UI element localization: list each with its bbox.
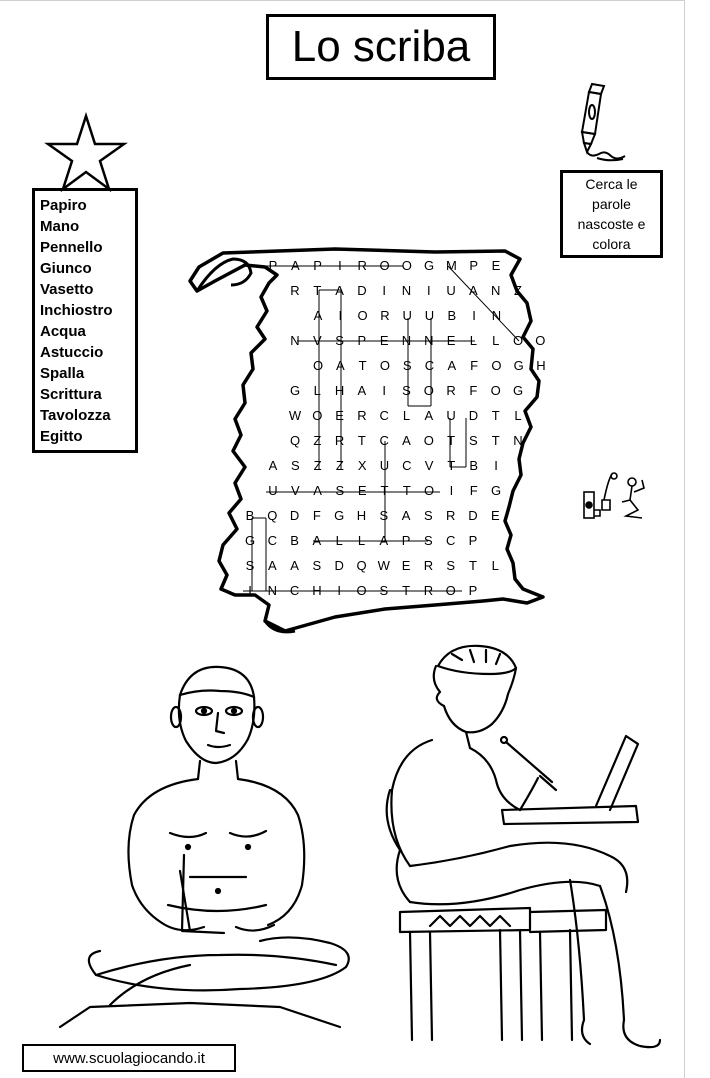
grid-letter: R [357,258,367,273]
grid-letter: G [512,383,524,398]
grid-letter: G [490,483,502,498]
grid-letter: P [268,258,278,273]
grid-letter: C [445,533,456,548]
grid-letter: F [469,483,478,498]
grid-letter: T [402,483,411,498]
grid-letter: C [379,433,389,448]
grid-letter: N [290,333,300,348]
grid-letter: U [446,283,456,298]
grid-letter: A [290,258,300,273]
grid-letter: G [289,383,301,398]
word-item: Vasetto [40,281,94,298]
grid-letter: Z [313,458,322,473]
grid-letter: D [468,408,479,423]
grid-letter: T [313,283,322,298]
grid-letter: W [288,408,302,423]
grid-letter: S [379,583,389,598]
word-item: Scrittura [40,386,102,403]
word-item: Egitto [40,428,83,445]
seated-egyptian-scribe-illustration [40,655,370,1035]
grid-letter: G [424,258,435,273]
grid-letter: S [335,483,345,498]
grid-letter: R [357,408,367,423]
grid-letter: T [357,433,366,448]
grid-letter: A [447,358,457,373]
grid-letter: V [312,333,322,348]
grid-letter: O [379,258,390,273]
grid-letter: T [402,583,411,598]
grid-letter: A [290,558,299,573]
grid-letter: P [469,258,479,273]
grid-letter: R [446,383,456,398]
grid-letter: O [312,358,324,373]
grid-letter: O [490,383,501,398]
grid-letter: O [512,333,524,348]
grid-letter: C [402,458,412,473]
grid-letter: O [535,333,546,348]
website-link[interactable]: www.scuolagiocando.it [53,1049,205,1067]
grid-letter: Q [289,433,301,448]
grid-letter: N [267,583,277,598]
grid-letter: L [514,408,522,423]
grid-letter: X [357,458,367,473]
grid-letter: M [445,258,457,273]
website-credit[interactable] [22,1044,236,1072]
grid-letter: A [424,408,434,423]
grid-letter: I [449,483,454,498]
grid-letter: D [334,558,344,573]
grid-letter: U [402,308,412,323]
grid-letter: R [290,283,300,298]
word-item: Mano [40,218,80,235]
grid-letter: C [424,358,435,373]
grid-letter: F [470,358,479,373]
grid-letter: B [469,458,479,473]
grid-letter: S [290,458,300,473]
grid-letter: P [401,533,411,548]
grid-letter: I [472,308,476,323]
grid-letter: I [338,258,342,273]
grid-letter: S [379,508,389,523]
grid-letter: Q [356,558,367,573]
grid-letter: C [289,583,300,598]
grid-letter: N [401,283,412,298]
grid-letter: O [445,583,456,598]
grid-letter: L [313,383,321,398]
grid-letter: R [334,433,345,448]
grid-letter: A [469,283,478,298]
grid-letter: O [401,258,412,273]
grid-letter: A [268,458,278,473]
grid-letter: I [426,283,431,298]
grid-letter: Z [335,458,344,473]
grid-letter: T [491,433,500,448]
grid-letter: S [446,558,456,573]
grid-letter: S [245,558,255,573]
word-item: Giunco [40,260,92,277]
grid-letter: I [494,458,498,473]
grid-letter: P [357,333,367,348]
grid-letter: A [267,558,277,573]
page-title [266,14,496,80]
grid-letter: O [312,408,323,423]
grid-letter: A [379,533,389,548]
grid-letter: S [424,508,433,523]
grid-letter: S [469,433,478,448]
grid-letter: L [402,408,411,423]
grid-letter: P [468,533,478,548]
word-item: Spalla [40,365,85,382]
grid-letter: A [313,308,323,323]
hint-line: Cerca le [585,176,638,192]
grid-letter: N [424,333,434,348]
grid-letter: N [513,433,523,448]
grid-letter: N [401,333,412,348]
grid-letter: B [447,308,457,323]
page-border-right [684,0,685,1078]
hint-line: parole [592,196,631,212]
grid-letter: T [447,433,456,448]
word-item: Astuccio [40,344,104,361]
grid-letter: T [491,408,500,423]
grid-letter: E [446,333,456,348]
grid-letter: L [491,558,499,573]
grid-letter: T [380,483,389,498]
hieroglyph-icon [582,470,648,522]
grid-letter: O [379,358,390,373]
word-item: Tavolozza [40,407,111,424]
grid-letter: N [490,283,501,298]
grid-letter: A [335,358,345,373]
grid-letter: I [248,583,252,598]
grid-letter: R [423,583,434,598]
grid-letter: A [402,433,411,448]
grid-letter: S [424,533,433,548]
grid-letter: L [492,333,500,348]
grid-letter: D [357,283,367,298]
hint-box [560,170,663,258]
grid-letter: S [335,333,344,348]
grid-letter: T [469,558,477,573]
grid-letter: E [357,483,367,498]
grid-letter: S [402,383,411,398]
grid-letter: U [424,308,435,323]
word-item: Inchiostro [40,302,113,319]
grid-letter: A [357,383,367,398]
page-title-text: Lo scriba [291,22,471,71]
star-icon [44,112,128,192]
grid-letter: U [446,408,456,423]
grid-letter: E [491,258,501,273]
grid-letter: Z [514,283,522,298]
grid-letter: W [377,558,390,573]
grid-letter: H [536,358,546,373]
grid-letter: I [382,383,386,398]
greek-scribe-illustration [370,640,670,1060]
grid-letter: G [244,533,256,548]
grid-letter: O [356,583,367,598]
grid-letter: P [468,583,478,598]
grid-letter: A [313,483,322,498]
grid-letter: O [423,433,434,448]
grid-letter: C [267,533,277,548]
grid-letter: L [469,333,477,348]
grid-letter: B [290,533,299,548]
grid-letter: I [382,283,386,298]
grid-letter: U [268,483,278,498]
grid-letter: E [379,333,389,348]
hint-line: nascoste e [577,216,646,232]
grid-letter: I [338,308,343,323]
grid-letter: O [357,308,368,323]
grid-letter: C [379,408,389,423]
grid-letter: R [423,558,434,573]
grid-letter: S [312,558,322,573]
grid-letter: E [490,508,500,523]
grid-letter: F [312,508,321,523]
grid-letter: O [423,383,434,398]
grid-letter: G [334,508,345,523]
grid-letter: R [380,308,390,323]
grid-letter: H [312,583,322,598]
grid-letter: O [491,358,502,373]
grid-letter: E [335,408,344,423]
grid-letter: T [447,458,456,473]
word-item: Pennello [40,239,103,256]
grid-letter: T [358,358,367,373]
word-list [32,188,138,453]
grid-letter: U [379,458,390,473]
grid-letter: V [290,483,300,498]
grid-letter: H [356,508,367,523]
grid-letter: H [334,383,345,398]
grid-letter: V [424,458,434,473]
grid-letter: E [401,558,411,573]
grid-letter: A [335,283,344,298]
grid-letter: A [401,508,411,523]
grid-letter: Z [313,433,322,448]
grid-letter: S [402,358,412,373]
grid-letter: N [491,308,502,323]
grid-letter: D [289,508,300,523]
grid-letter: B [245,508,255,523]
word-item: Acqua [40,323,86,340]
grid-letter: D [468,508,478,523]
grid-letter: F [469,383,478,398]
grid-letter: Q [267,508,278,523]
grid-letter: L [335,533,343,548]
grid-letter: R [445,508,456,523]
grid-letter: L [357,533,366,548]
hint-line: colora [592,236,631,252]
grid-letter: I [337,583,341,598]
page-border-top [0,0,684,1]
grid-letter: G [513,358,524,373]
grid-letter: A [312,533,322,548]
pencil-icon [565,82,635,164]
word-item: Papiro [40,197,87,214]
grid-letter: O [424,483,435,498]
grid-letter: P [313,258,322,273]
